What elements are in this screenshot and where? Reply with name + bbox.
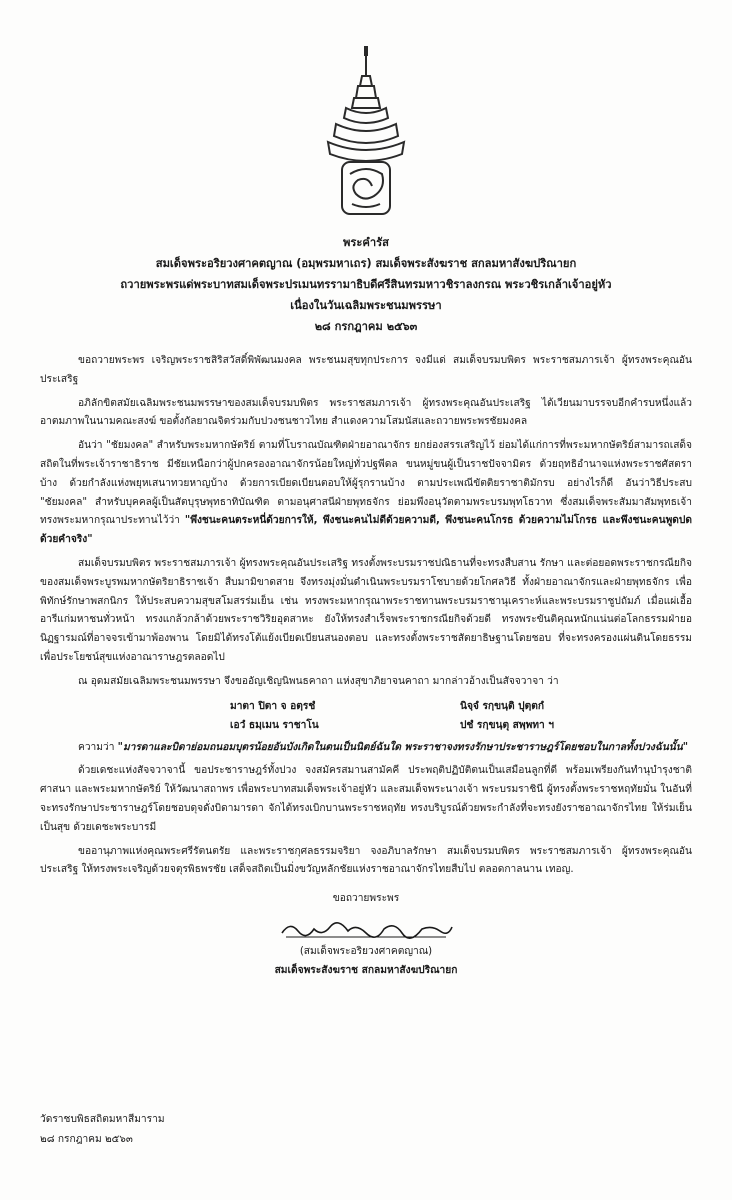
- closing-greeting: ขอถวายพระพร: [332, 893, 400, 905]
- footer-date: ๒๘ กรกฎาคม ๒๕๖๓: [40, 1134, 133, 1145]
- meaning-text: "มารดาและบิดาย่อมถนอมบุตรน้อยอันบังเกิดในตนเป็นนิตย์ฉันใด พระราชาจงทรงรักษาประชาราษฎร์โดยชอบในกาลทั้งปวงฉันนั้น": [117, 741, 689, 753]
- header-line-1: สมเด็จพระอริยวงศาคตญาณ (อมฺพรมหาเถร) สมเด็จพระสังฆราช สกลมหาสังฆปริณายก: [155, 257, 577, 270]
- verse-meaning: [40, 739, 692, 758]
- royal-emblem-icon: [316, 46, 416, 226]
- paragraph-3-text: อันว่า "ชัยมงคล" สำหรับพระมหากษัตริย์ ตามที่โบราณบัณฑิตฝ่ายอาณาจักร ยกย่องสรรเสริญไว้ ย่อมได้แก่การที่พระมหากษัตริย์สามารถเสด็จสถิตในที่พระเจ้าราชาธิราช มีชัยเหนือกว่าผู้ปกครองอาณาจักรน้อยใหญ่ทั่วปฐพีดล ขนหมู่ขนผู้เป็นราชปัจจามิตร ด้วยฤทธิอำนาจแห่งพระราชศัสตราบ้าง ด้วยกำลังแห่งพยุหเสนาทวยหาญบ้าง ด้วยการเบียดเบียนตอบให้ผู้รุกรานบ้าง ตามประเพณีขัตติยราชาติมักรบ อย่างไรก็ดี อันว่าวิธีประสบ "ชัยมงคล" สำหรับบุคคลผู้เป็นสัตบุรุษพุทธาทิบัณฑิต ตามอนุศาสนีฝ่ายพุทธจักร ย่อมพึงอนุวัตตามพระบรมพุทโธวาท ซึ่งสมเด็จพระสัมมาสัมพุทธเจ้า ทรงพระมหากรุณาประทานไว้ว่า: [40, 440, 692, 527]
- header-date: ๒๘ กรกฎาคม ๒๕๖๓: [314, 320, 418, 333]
- header-line-3: เนื่องในวันเฉลิมพระชนมพรรษา: [290, 299, 442, 312]
- verse-line-1b: นิจฺจํ รกฺขนฺติ ปุตฺตกํ: [460, 700, 545, 712]
- meaning-prefix: ความว่า: [78, 741, 115, 753]
- paragraph-1: ขอถวายพระพร เจริญพระราชสิริสวัสดิ์พิพัฒนมงคล พระชนมสุขทุกประการ จงมีแด่ สมเด็จบรมบพิตร พระราชสมภารเจ้า ผู้ทรงพระคุณอันประเสริฐ: [40, 355, 692, 385]
- paragraph-4: สมเด็จบรมบพิตร พระราชสมภารเจ้า ผู้ทรงพระคุณอันประเสริฐ ทรงตั้งพระบรมราชปณิธานที่จะทรงสืบสาน รักษา และต่อยอดพระราชกรณียกิจของสมเด็จพระบูรพมหากษัตริยาธิราชเจ้า สืบมามิขาดสาย จึงทรงมุ่งมั่นดำเนินพระบรมราโชบายด้วยโกศลวิธี ทั้งฝ่ายอาณาจักรและฝ่ายพุทธจักร เพื่อพิทักษ์รักษาพสกนิกร ให้ประสบความสุขสโมสรร่มเย็น เช่น ทรงพระมหากรุณาพระราชทานพระบรมราชานุเคราะห์และพระบรมราชูปถัมภ์ เมื่อแผ่เอื้ออารีแก่มหาชนทั่วหน้า ทรงแกล้วกล้าด้วยพระราชวิริยอุตสาหะ ยังให้ทรงสำเร็จพระราชกรณียกิจด้วยดี ทรงพระขันติคุณหนักแน่นต่อโลกธรรมฝ่ายอนิฏฐารมณ์ที่อาจจรเข้ามาพ้องพาน โดยมิได้ทรงโต้แย้งเบียดเบียนสนองตอบ และทรงตั้งพระราชสัตยาธิษฐานโดยชอบ ที่จะทรงครองแผ่นดินโดยธรรม เพื่อประโยชน์สุขแห่งอาณาราษฎรตลอดไป: [40, 557, 692, 663]
- header-title: พระคำรัส: [343, 236, 389, 249]
- verse-line-2a: เอวํ ธมฺเมน ราชาโน: [230, 719, 319, 731]
- header-line-2: ถวายพระพรแด่พระบาทสมเด็จพระปรเมนทรรามาธิบดีศรีสินทรมหาวชิราลงกรณ พระวชิรเกล้าเจ้าอยู่หัว: [120, 278, 612, 291]
- verse-line-2b: ปชํ รกฺขนฺตุ สพฺพทา ฯ: [460, 719, 555, 731]
- pali-verse: [230, 697, 692, 735]
- paragraph-3: [40, 437, 692, 550]
- closing-block: [40, 890, 692, 980]
- buddha-quote: "พึงชนะคนตระหนี่ด้วยการให้, พึงชนะคนไม่ดีด้วยความดี, พึงชนะคนโกรธ ด้วยความไม่โกรธ และพึงชนะคนพูดปด ด้วยคำจริง": [40, 515, 692, 546]
- verse-line-1a: มาตา ปิตา จ อตฺรชํ: [230, 700, 316, 712]
- signer-name: (สมเด็จพระอริยวงศาคตญาณ): [299, 945, 433, 957]
- paragraph-7: ขออานุภาพแห่งคุณพระศรีรัตนตรัย และพระราชกุศลธรรมจริยา จงอภิบาลรักษา สมเด็จบรมบพิตร พระราชสมภารเจ้า ผู้ทรงพระคุณอันประเสริฐ ให้ทรงพระเจริญด้วยจตุรพิธพรชัย เสด็จสถิตเป็นมิ่งขวัญหลักชัยแห่งราชอาณาจักรไทยสืบไป ตลอดกาลนาน เทอญ.: [40, 845, 692, 876]
- letter-footer: [40, 1110, 165, 1150]
- letter-header: [40, 232, 692, 337]
- paragraph-2: อภิลักขิตสมัยเฉลิมพระชนมพรรษาของสมเด็จบรมบพิตร พระราชสมภารเจ้า ผู้ทรงพระคุณอันประเสริฐ ได้เวียนมาบรรจบอีกคำรบหนึ่งแล้ว อาตมภาพในนามคณะสงฆ์ ขอตั้งกัลยาณจิตร่วมกับปวงชนชาวไทย สำแดงความโสมนัสและถวายพระพรชัยมงคล: [40, 397, 692, 428]
- signature-icon: [276, 917, 456, 943]
- paragraph-5: ณ อุดมสมัยเฉลิมพระชนมพรรษา จึงขออัญเชิญนิพนธคาถา แห่งสุขาภิยาจนคาถา มากล่าวอ้างเป็นสัจจวาจา ว่า: [78, 675, 559, 687]
- signer-title: สมเด็จพระสังฆราช สกลมหาสังฆปริณายก: [274, 964, 458, 976]
- footer-place: วัดราชบพิธสถิตมหาสีมาราม: [40, 1114, 165, 1125]
- letter-body: [40, 352, 692, 981]
- paragraph-6: ด้วยเดชะแห่งสัจจวาจานี้ ขอประชาราษฎร์ทั้งปวง จงสมัครสมานสามัคคี ประพฤติปฏิบัติตนเป็นเสมือนลูกที่ดี พร้อมเพรียงกันทำนุบำรุงชาติ ศาสนา และพระมหากษัตริย์ ให้วัฒนาสถาพร เพื่อพระบาทสมเด็จพระเจ้าอยู่หัว และสมเด็จพระนางเจ้า พระบรมราชินี ผู้ทรงตั้งพระราชหฤทัยมั่น ในอันที่จะทรงรักษาประชาราษฎร์โดยชอบดุจดั่งบิดามารดา จักได้ทรงเบิกบานพระราชหฤทัย ทรงบริบูรณ์ด้วยพระกำลังที่จะทรงยังราชอาณาจักรไทย ให้ร่มเย็นเป็นสุข ด้วยเดชะพระบารมี: [40, 765, 692, 833]
